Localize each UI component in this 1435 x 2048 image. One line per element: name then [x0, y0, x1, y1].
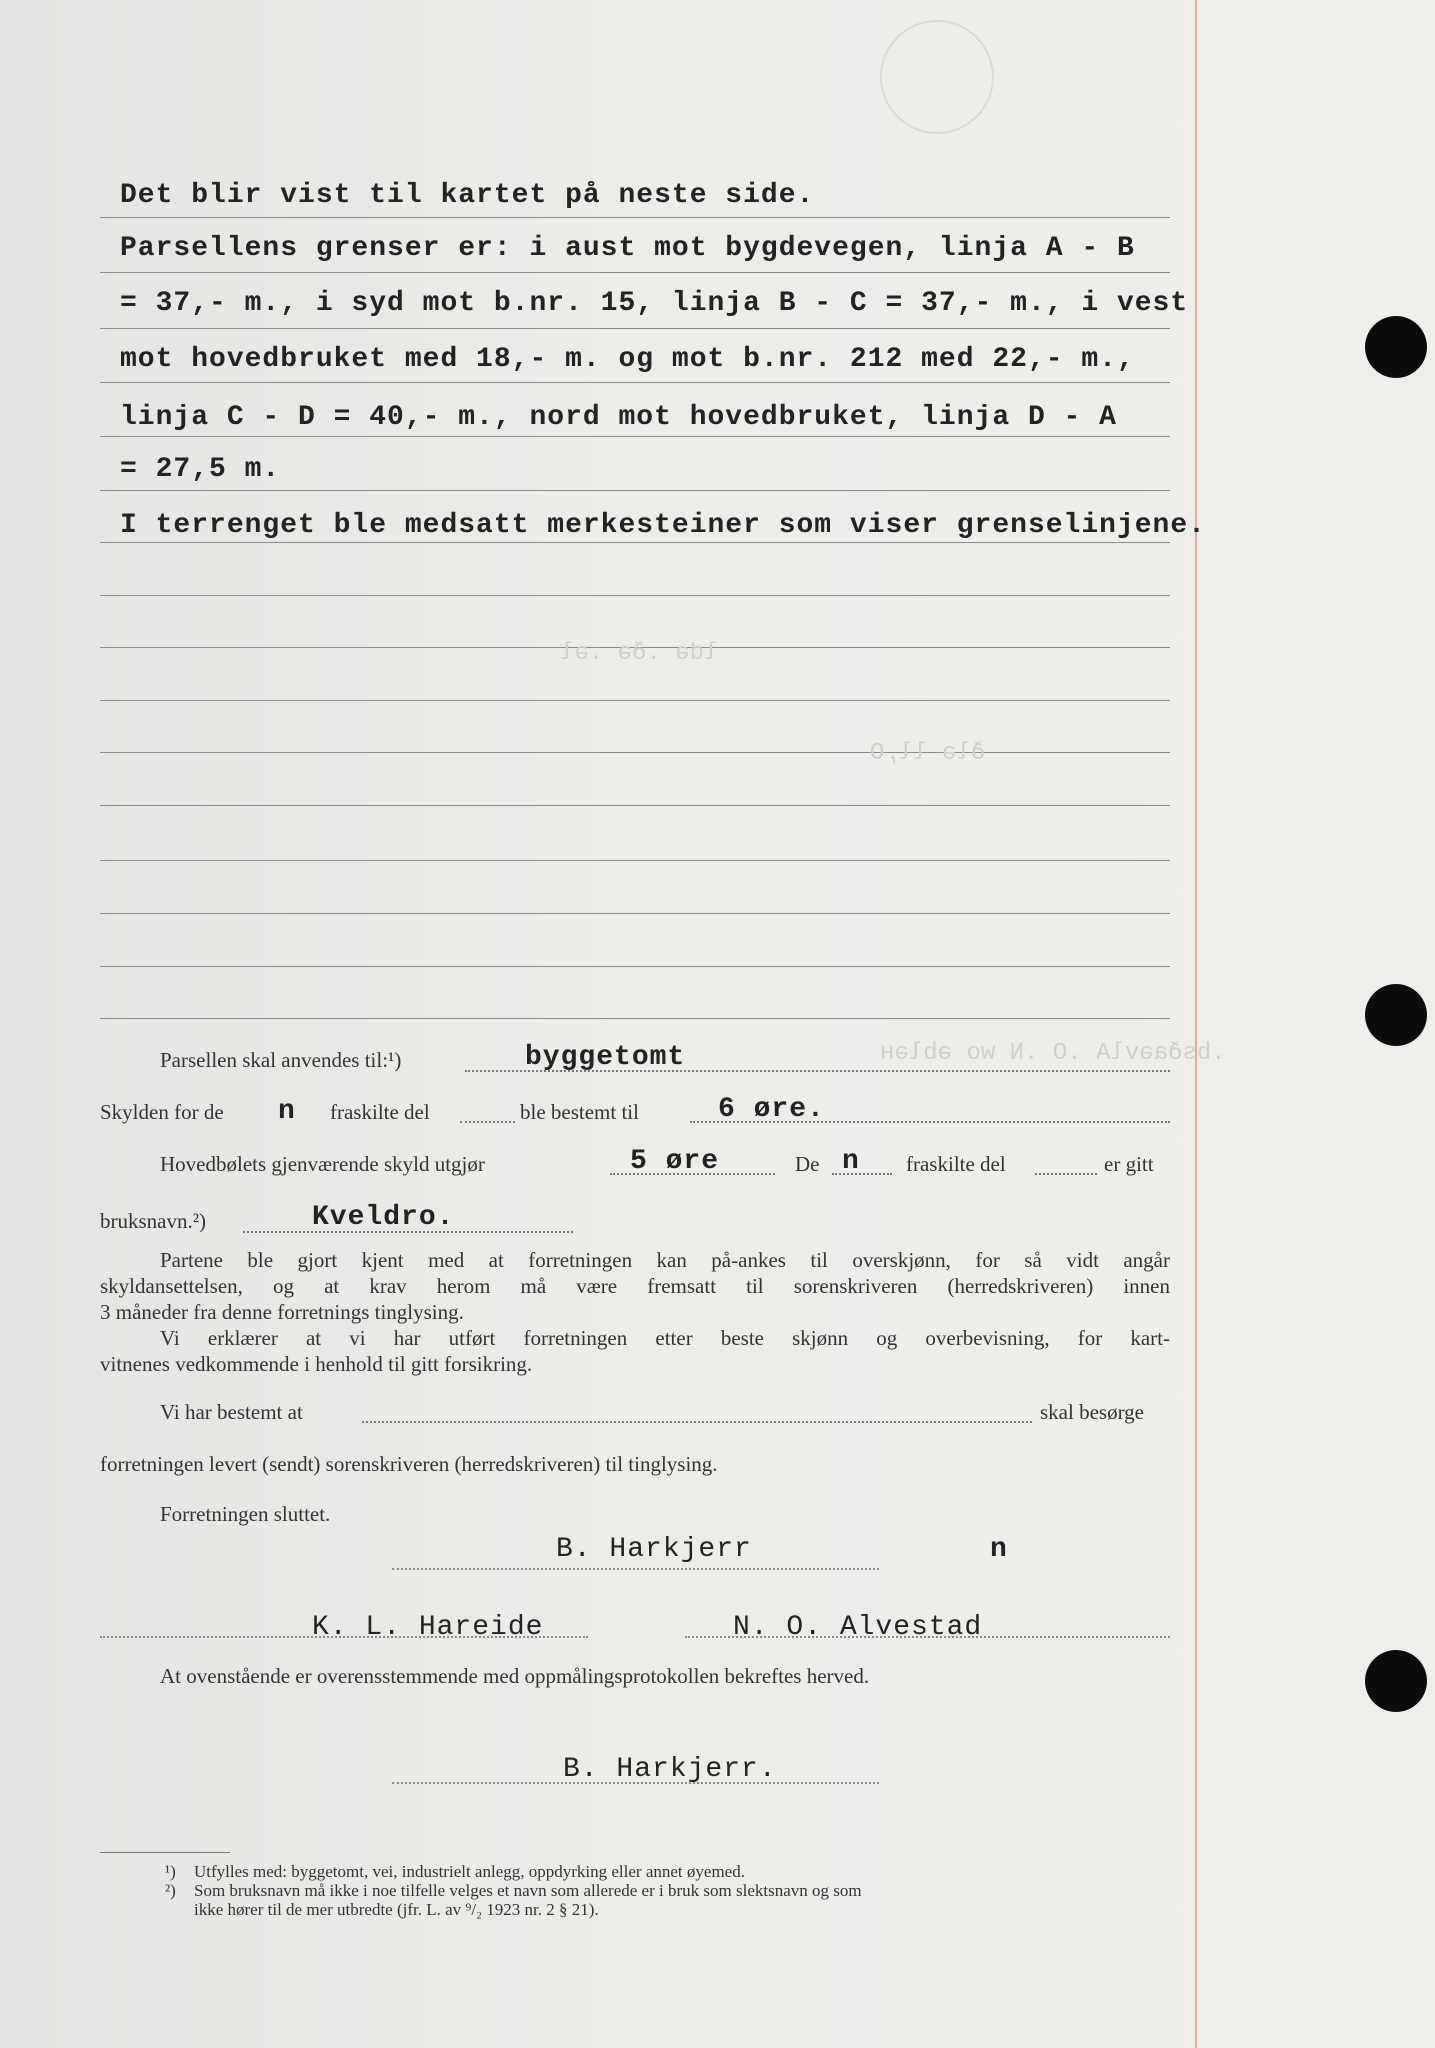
appeal-paragraph-line-2: skyldansettelsen, og at krav herom må være fremsatt til sorenskriveren (herredskriveren) innen: [100, 1274, 1170, 1298]
ruled-line: [100, 382, 1170, 383]
appeal-paragraph-line-1: Partene ble gjort kjent med at forretningen kan på-ankes til overskjønn, for så vidt angår: [160, 1248, 1170, 1272]
typed-line-6: = 27,5 m.: [120, 454, 281, 485]
typed-line-7: I terrenget ble medsatt merkesteiner som viser grenselinjene.: [120, 510, 1206, 541]
ruled-line: [100, 700, 1170, 701]
skyld-label-b: fraskilte del: [330, 1100, 430, 1124]
bleed-through-text: .bsðaəvlA .O .N wo əbləʜ: [880, 1040, 1226, 1067]
dotted-fill-line: [362, 1421, 1032, 1423]
binder-hole-middle: [1365, 984, 1427, 1046]
dotted-fill-line: [1035, 1173, 1097, 1175]
binder-hole-top: [1365, 316, 1427, 378]
bleed-through-stamp: [880, 20, 994, 134]
footnote-2-line-2: ikke hører til de mer utbredte (jfr. L. av ⁹/₂ 1923 nr. 2 § 21).: [194, 1900, 599, 1919]
footnote-2-line-1: Som bruksnavn må ikke i noe tilfelle velges et navn som allerede er i bruk som slektsnavn og som: [194, 1881, 862, 1900]
ruled-line: [100, 595, 1170, 596]
signature-harkjerr-confirm: B. Harkjerr.: [563, 1754, 777, 1785]
ruled-line: [100, 436, 1170, 437]
er-gitt: er gitt: [1104, 1152, 1154, 1176]
footnote-rule: [100, 1852, 230, 1853]
concluded-text: Forretningen sluttet.: [160, 1502, 331, 1526]
fraskilte-label: fraskilte del: [906, 1152, 1006, 1176]
de-label: De: [795, 1152, 820, 1176]
bruksnavn-value: Kveldro.: [312, 1202, 455, 1233]
margin-rule: [1195, 0, 1197, 2048]
declaration-line-1: Vi erklærer at vi har utført forretningen etter beste skjønn og overbevisning, for kart-: [160, 1326, 1170, 1350]
signature-line: [392, 1568, 879, 1570]
typed-line-3: = 37,- m., i syd mot b.nr. 15, linja B - C = 37,- m., i vest: [120, 288, 1189, 319]
skyld-n1: n: [278, 1096, 296, 1127]
typed-line-5: linja C - D = 40,- m., nord mot hovedbruket, linja D - A: [120, 402, 1117, 433]
use-label: Parsellen skal anvendes til:¹): [160, 1048, 402, 1072]
skyld-label-a: Skylden for de: [100, 1100, 224, 1124]
delivery-label-b: skal besørge: [1040, 1400, 1145, 1424]
delivery-label-a: Vi har bestemt at: [160, 1400, 303, 1424]
skyld-label-c: ble bestemt til: [520, 1100, 639, 1124]
footnote-1: Utfylles med: byggetomt, vei, industrielt anlegg, oppdyrking eller annet øyemed.: [194, 1862, 745, 1881]
typed-line-2: Parsellens grenser er: i aust mot bygdevegen, linja A - B: [120, 233, 1135, 264]
dotted-fill-line: [832, 1173, 892, 1175]
ruled-line: [100, 966, 1170, 967]
delivery-line-2: forretningen levert (sendt) sorenskriveren (herredskriveren) til tinglysing.: [100, 1452, 718, 1476]
ruled-line: [100, 752, 1170, 753]
footnote-1-number: ¹): [165, 1862, 176, 1881]
footnote-2-number: ²): [165, 1881, 176, 1900]
use-value: byggetomt: [525, 1042, 686, 1073]
signature-harkjerr: B. Harkjerr: [556, 1534, 752, 1565]
hoved-label: Hovedbølets gjenværende skyld utgjør: [160, 1152, 485, 1176]
signature-alvestad: N. O. Alvestad: [733, 1612, 983, 1643]
dotted-fill-line: [460, 1121, 515, 1123]
signature-mark: n: [990, 1534, 1008, 1565]
confirmation-text: At ovenstående er overensstemmende med oppmålingsprotokollen bekreftes herved.: [160, 1664, 870, 1688]
typed-line-4: mot hovedbruket med 18,- m. og mot b.nr. 212 med 22,- m.,: [120, 344, 1135, 375]
bleed-through-text: ðlə ll,O: [870, 740, 986, 767]
skyld-value: 6 øre.: [718, 1094, 825, 1125]
ruled-line: [100, 805, 1170, 806]
hoved-value: 5 øre: [630, 1146, 720, 1177]
ruled-line: [100, 860, 1170, 861]
bleed-through-text: ldə .ðə .əl: [560, 640, 719, 667]
ruled-line: [100, 1018, 1170, 1019]
binder-hole-bottom: [1365, 1650, 1427, 1712]
ruled-line: [100, 328, 1170, 329]
ruled-line: [100, 913, 1170, 914]
declaration-line-2: vitnenes vedkommende i henhold til gitt forsikring.: [100, 1352, 533, 1376]
ruled-line: [100, 217, 1170, 218]
de-n: n: [842, 1146, 860, 1177]
ruled-line: [100, 542, 1170, 543]
bruksnavn-label: bruksnavn.²): [100, 1209, 207, 1233]
signature-hareide: K. L. Hareide: [312, 1612, 544, 1643]
typed-line-1: Det blir vist til kartet på neste side.: [120, 180, 815, 211]
ruled-line: [100, 272, 1170, 273]
appeal-paragraph-line-3: 3 måneder fra denne forretnings tinglysing.: [100, 1300, 464, 1324]
ruled-line: [100, 490, 1170, 491]
